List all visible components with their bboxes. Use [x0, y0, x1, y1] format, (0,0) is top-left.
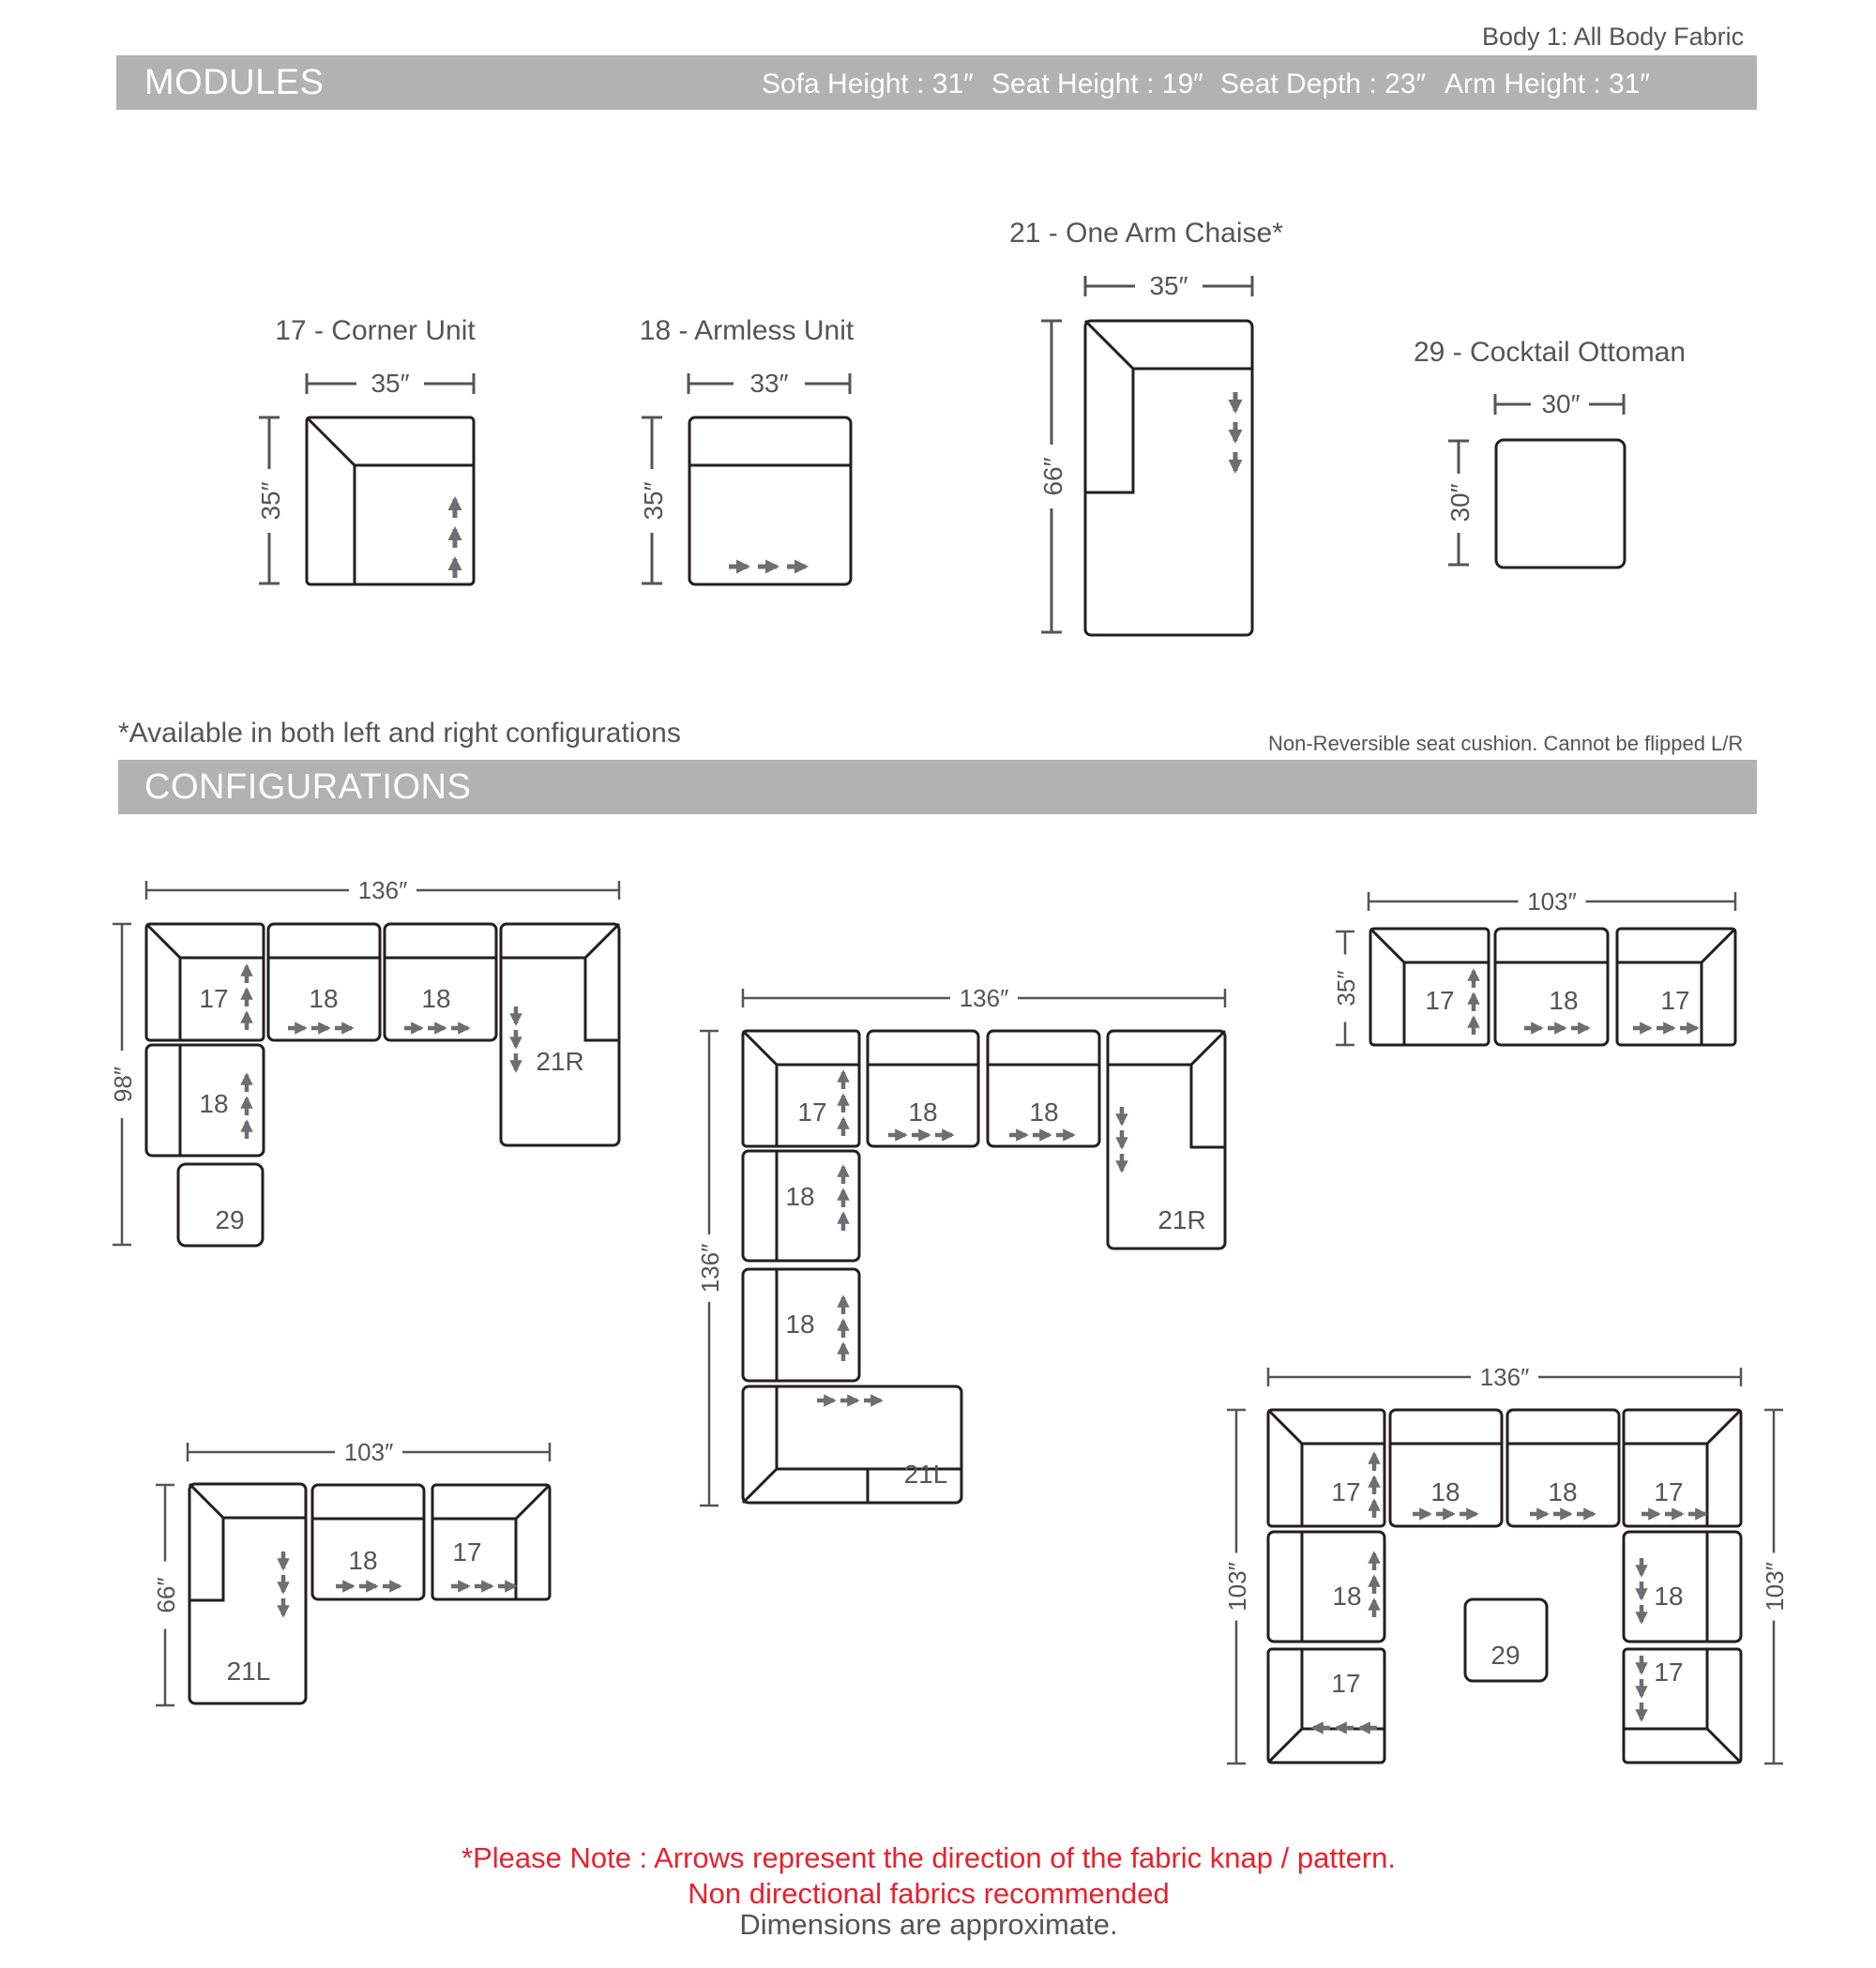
config-a-piece-1-label: 17: [199, 984, 229, 1013]
config-b-piece-4: [1108, 1031, 1225, 1249]
config-b-piece-1: [743, 1031, 859, 1146]
config-a-width-dim-label: 136″: [357, 876, 408, 904]
seat-height-spec: Seat Height : 19″: [991, 68, 1203, 99]
fabric-note: Non directional fabrics recommended: [688, 1877, 1170, 1910]
config-b-piece-4-label: 21R: [1157, 1205, 1206, 1234]
config-d-piece-1-label: 21L: [226, 1657, 271, 1686]
module-29-title: 29 - Cocktail Ottoman: [1413, 337, 1687, 368]
config-d-piece-2: [312, 1485, 424, 1599]
config-e-piece-9: [1465, 1599, 1547, 1681]
config-b-piece-1-label: 17: [797, 1098, 827, 1127]
config-b-depth-dim-label: 136″: [696, 1243, 724, 1294]
config-b-width-dim: [743, 984, 1225, 1012]
config-d-piece-3: [432, 1485, 550, 1599]
configurations-title: CONFIGURATIONS: [144, 767, 472, 807]
cushion-note: Non-Reversible seat cushion. Cannot be flipped L/R: [1268, 732, 1744, 755]
config-b-depth-dim: [696, 1031, 724, 1506]
config-a-piece-6: [178, 1164, 263, 1246]
module-18-title: 18 - Armless Unit: [639, 315, 855, 346]
config-b-piece-5-label: 18: [785, 1182, 815, 1211]
seat-depth-spec: Seat Depth : 23″: [1220, 68, 1427, 99]
config-e-piece-7: [1268, 1649, 1384, 1763]
config-e-piece-7-label: 17: [1331, 1669, 1361, 1698]
config-e-piece-5-label: 18: [1332, 1582, 1362, 1611]
module-21-outline: [1085, 321, 1252, 635]
config-d-width-dim-label: 103″: [343, 1438, 394, 1466]
config-e-piece-9-label: 29: [1490, 1641, 1520, 1670]
config-d-depth-dim: [152, 1485, 180, 1705]
config-e-depth-left-dim: [1223, 1410, 1251, 1764]
module-29-depth: 30″: [1445, 483, 1475, 522]
module-18-depth: 35″: [639, 481, 668, 521]
dimensions-note: Dimensions are approximate.: [739, 1908, 1118, 1941]
config-e-piece-2-label: 18: [1430, 1477, 1460, 1506]
config-e-width-dim: [1268, 1363, 1741, 1391]
config-b-piece-7-label: 21L: [903, 1460, 948, 1489]
config-e-piece-6-label: 18: [1654, 1582, 1684, 1611]
arm-height-spec: Arm Height : 31″: [1445, 68, 1651, 99]
availability-note: *Available in both left and right configurations: [118, 718, 681, 749]
config-b-piece-6-label: 18: [785, 1309, 815, 1339]
config-a-piece-4-label: 21R: [536, 1047, 584, 1076]
config-c-width-dim: [1369, 887, 1735, 916]
config-b-piece-5: [743, 1151, 859, 1261]
config-a-piece-5-label: 18: [199, 1089, 229, 1118]
config-b-piece-3: [988, 1031, 1099, 1146]
config-c-piece-2-label: 18: [1549, 986, 1579, 1015]
module-17-width: 35″: [371, 369, 410, 398]
config-e-piece-1-label: 17: [1331, 1477, 1361, 1506]
config-c-piece-1: [1370, 929, 1489, 1045]
module-17-title: 17 - Corner Unit: [275, 315, 476, 346]
config-a-width-dim: [146, 876, 619, 904]
config-e-piece-3: [1507, 1410, 1619, 1526]
config-c-piece-3-label: 17: [1660, 986, 1690, 1015]
config-a-piece-6-label: 29: [215, 1205, 245, 1234]
config-a-piece-2-label: 18: [309, 984, 339, 1013]
config-d-piece-1: [189, 1484, 306, 1703]
configuration-diagrams: [109, 876, 1789, 1764]
module-21-depth: 66″: [1038, 457, 1067, 496]
config-c-depth-dim-label: 35″: [1332, 970, 1360, 1007]
module-29-outline: [1496, 440, 1625, 568]
config-e-piece-6: [1624, 1532, 1741, 1642]
config-b-piece-3-label: 18: [1029, 1098, 1059, 1127]
config-e-depth-left-dim-label: 103″: [1223, 1562, 1251, 1612]
module-18-outline: [689, 417, 851, 584]
modules-title: MODULES: [144, 63, 325, 102]
config-e-width-dim-label: 136″: [1479, 1363, 1530, 1391]
config-e-piece-2: [1390, 1410, 1502, 1526]
config-b-piece-2-label: 18: [908, 1098, 938, 1127]
module-17-depth: 35″: [256, 481, 285, 521]
module-18-width: 33″: [749, 369, 789, 398]
config-d-depth-dim-label: 66″: [152, 1577, 180, 1613]
config-c-piece-3: [1617, 929, 1735, 1045]
config-d-piece-3-label: 17: [452, 1537, 482, 1567]
config-e-depth-right-dim-label: 103″: [1761, 1562, 1789, 1612]
config-e-piece-4: [1624, 1410, 1741, 1526]
config-b-piece-7: [743, 1386, 961, 1503]
config-e-depth-right-dim: [1761, 1410, 1789, 1764]
config-b-piece-2: [868, 1031, 978, 1146]
config-a-piece-4: [501, 924, 619, 1145]
config-e-piece-1: [1268, 1410, 1384, 1526]
config-c-piece-1-label: 17: [1425, 986, 1455, 1015]
config-d-piece-2-label: 18: [348, 1546, 378, 1575]
config-c-depth-dim: [1332, 931, 1360, 1045]
config-a-piece-1: [146, 924, 264, 1040]
knap-note: *Please Note : Arrows represent the direction of the fabric knap / pattern.: [461, 1841, 1396, 1874]
body-fabric-label: Body 1: All Body Fabric: [1482, 23, 1745, 51]
config-e-piece-4-label: 17: [1654, 1477, 1684, 1506]
module-21-title: 21 - One Arm Chaise*: [1009, 218, 1283, 249]
config-b-piece-6: [743, 1269, 859, 1381]
config-e-piece-8: [1624, 1649, 1741, 1763]
config-a-depth-dim: [109, 924, 137, 1245]
config-a-piece-3-label: 18: [421, 984, 451, 1013]
config-c-piece-2: [1495, 929, 1608, 1045]
config-b-width-dim-label: 136″: [959, 984, 1009, 1012]
config-d-width-dim: [188, 1438, 550, 1466]
module-29-width: 30″: [1541, 389, 1581, 418]
sofa-height-spec: Sofa Height : 31″: [762, 68, 974, 99]
config-a-piece-2: [268, 924, 380, 1040]
module-17-outline: [307, 417, 474, 584]
config-c-width-dim-label: 103″: [1527, 887, 1577, 916]
config-a-piece-5: [146, 1045, 264, 1156]
config-a-depth-dim-label: 98″: [109, 1066, 137, 1103]
config-e-piece-3-label: 18: [1548, 1477, 1578, 1506]
config-a-piece-3: [385, 924, 496, 1040]
module-21-width: 35″: [1149, 271, 1188, 300]
config-e-piece-8-label: 17: [1654, 1658, 1684, 1687]
config-e-piece-5: [1268, 1532, 1384, 1642]
